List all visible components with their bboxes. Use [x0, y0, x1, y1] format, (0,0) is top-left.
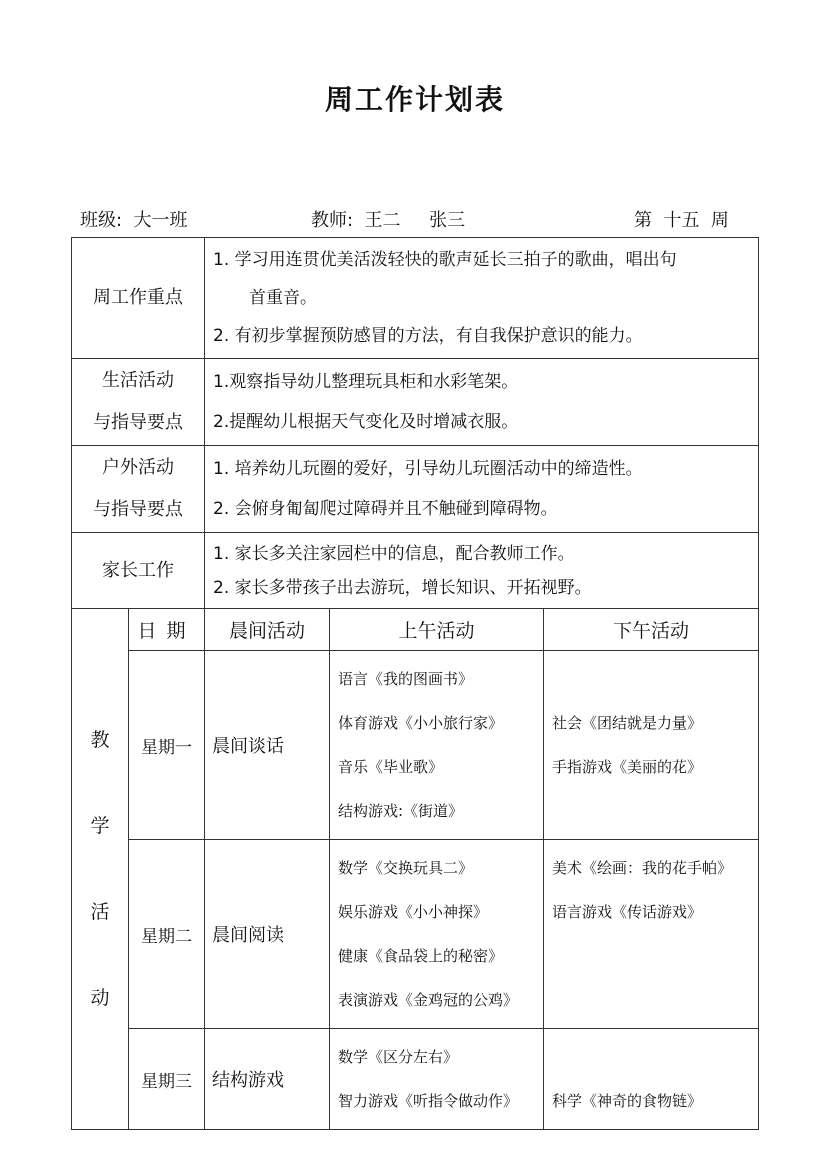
day-label: 星期一 — [129, 651, 205, 840]
header-date: 日期 — [129, 609, 205, 651]
pm-activity: 科学《神奇的食物链》 — [552, 1092, 703, 1110]
focus-content — [205, 238, 759, 359]
life-row — [72, 359, 759, 446]
parents-line-2: 2. 家长多带孩子出去游玩，增长知识、开拓视野。 — [213, 577, 592, 598]
teaching-header-row — [72, 609, 759, 651]
week-info: 第 十五 周 — [634, 210, 729, 231]
day-label: 星期二 — [129, 840, 205, 1029]
header-morning: 晨间活动 — [205, 609, 330, 651]
morning-activity: 结构游戏 — [205, 1029, 330, 1130]
parents-content — [205, 533, 759, 609]
day-label: 星期三 — [129, 1029, 205, 1130]
am-activity: 健康《食品袋上的秘密》 — [338, 947, 504, 965]
teaching-char-1: 教 — [90, 729, 110, 751]
day-row-wednesday — [72, 1029, 759, 1130]
pm-activities — [544, 1029, 759, 1130]
teaching-char-2: 学 — [90, 815, 110, 837]
class-info: 班级: 大一班 — [80, 210, 188, 231]
pm-activities — [544, 651, 759, 840]
outdoor-label — [72, 446, 205, 533]
focus-line-3: 2. 有初步掌握预防感冒的方法，有自我保护意识的能力。 — [213, 326, 643, 346]
am-activities — [330, 1029, 544, 1130]
outdoor-label-line-1: 户外活动 — [102, 457, 174, 478]
outdoor-content — [205, 446, 759, 533]
life-label — [72, 359, 205, 446]
outdoor-line-2: 2. 会俯身匍匐爬过障碍并且不触碰到障碍物。 — [213, 499, 558, 519]
morning-activity: 晨间阅读 — [205, 840, 330, 1029]
parents-row — [72, 533, 759, 609]
outdoor-label-line-2: 与指导要点 — [93, 499, 183, 520]
header-am: 上午活动 — [330, 609, 544, 651]
teaching-section-label — [72, 609, 129, 1130]
am-activity: 体育游戏《小小旅行家》 — [338, 714, 504, 732]
outdoor-row — [72, 446, 759, 533]
parents-line-1: 1. 家长多关注家园栏中的信息，配合教师工作。 — [213, 543, 575, 564]
header-pm: 下午活动 — [544, 609, 759, 651]
am-activity: 语言《我的图画书》 — [338, 670, 474, 688]
focus-line-2: 首重音。 — [249, 288, 317, 308]
am-activity: 娱乐游戏《小小神探》 — [338, 903, 489, 921]
teaching-char-4: 动 — [90, 987, 110, 1009]
pm-activity: 社会《团结就是力量》 — [552, 714, 703, 732]
pm-activity: 手指游戏《美丽的花》 — [552, 758, 703, 776]
am-activity: 表演游戏《金鸡冠的公鸡》 — [338, 991, 519, 1009]
outdoor-line-1: 1. 培养幼儿玩圈的爱好，引导幼儿玩圈活动中的缔造性。 — [213, 459, 643, 479]
teaching-char-3: 活 — [90, 901, 110, 923]
pm-activity: 美术《绘画：我的花手帕》 — [552, 859, 733, 877]
am-activity: 数学《交换玩具二》 — [338, 859, 474, 877]
day-row-tuesday — [72, 840, 759, 1029]
focus-label: 周工作重点 — [72, 238, 205, 359]
morning-activity: 晨间谈话 — [205, 651, 330, 840]
life-label-line-2: 与指导要点 — [93, 412, 183, 433]
life-line-2: 2.提醒幼儿根据天气变化及时增减衣服。 — [213, 412, 519, 432]
am-activity: 智力游戏《听指令做动作》 — [338, 1092, 519, 1110]
am-activity: 数学《区分左右》 — [338, 1048, 459, 1066]
life-label-line-1: 生活活动 — [102, 370, 174, 391]
pm-activity: 语言游戏《传话游戏》 — [552, 903, 703, 921]
page-title: 周工作计划表 — [324, 83, 505, 116]
parents-label: 家长工作 — [72, 533, 205, 609]
life-line-1: 1.观察指导幼儿整理玩具柜和水彩笔架。 — [213, 372, 519, 392]
plan-table — [71, 237, 759, 1130]
day-row-monday — [72, 651, 759, 840]
life-content — [205, 359, 759, 446]
teacher-info: 教师: 王二 张三 — [311, 210, 466, 231]
am-activities — [330, 651, 544, 840]
am-activity: 结构游戏:《街道》 — [338, 802, 464, 820]
focus-line-1: 1. 学习用连贯优美活泼轻快的歌声延长三拍子的歌曲，唱出句 — [213, 250, 677, 270]
focus-row — [72, 238, 759, 359]
am-activity: 音乐《毕业歌》 — [338, 758, 444, 776]
am-activities — [330, 840, 544, 1029]
pm-activities — [544, 840, 759, 1029]
